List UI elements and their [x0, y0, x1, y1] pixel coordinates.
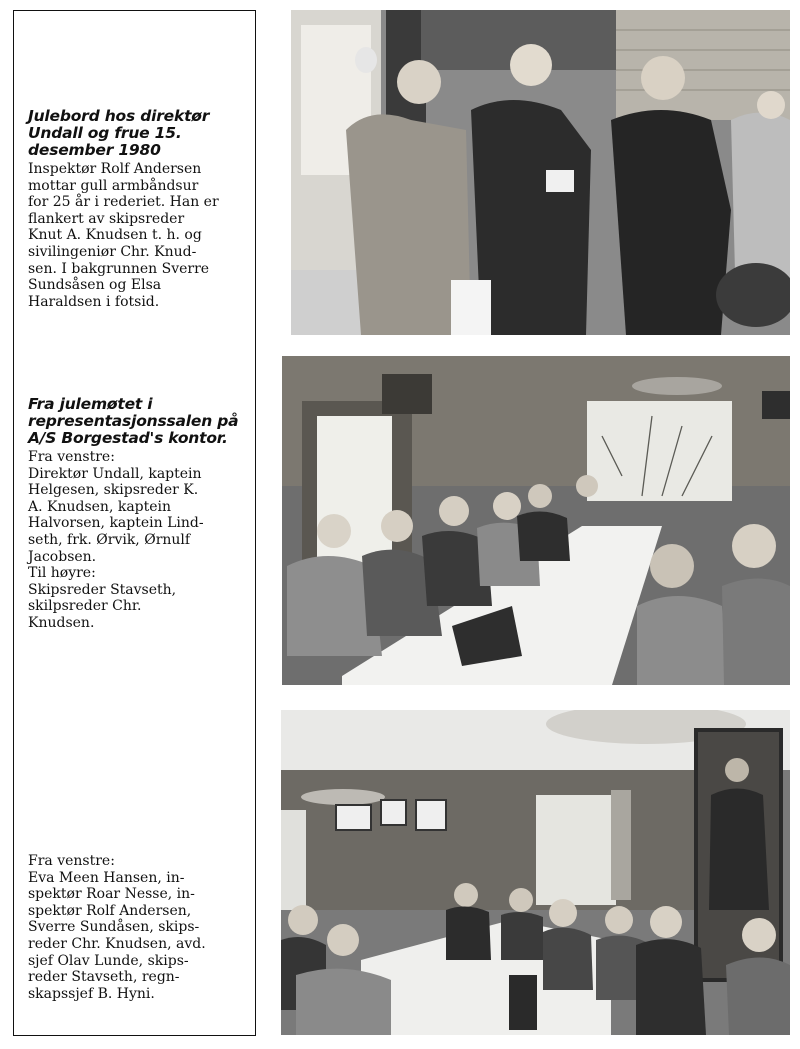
caption-line: skilpsreder Chr. — [28, 598, 142, 615]
caption-line: sivilingeniør Chr. Knud- — [28, 243, 197, 260]
caption-line: sen. I bakgrunnen Sverre — [28, 260, 210, 277]
photo-award-ceremony — [291, 10, 790, 335]
caption-heading-2: Fra julemøtet i representasjonssalen på A/S Borgestad's kontor. — [28, 395, 239, 447]
caption-line: Halvorsen, kaptein Lind- — [28, 515, 204, 532]
caption-line: Til høyre: — [28, 565, 96, 582]
caption-block-3 — [28, 853, 246, 1002]
caption-line: Skipsreder Stavseth, — [28, 581, 177, 598]
caption-line: Direktør Undall, kaptein — [28, 465, 202, 482]
caption-line: mottar gull armbåndsur — [28, 177, 199, 194]
caption-block-2 — [28, 396, 246, 632]
caption-line: Jacobsen. — [28, 548, 97, 565]
caption-line: spektør Rolf Andersen, — [28, 902, 192, 919]
caption-line: sjef Olav Lunde, skips- — [28, 952, 189, 969]
caption-text-1 — [28, 161, 246, 310]
caption-line: Fra venstre: — [28, 853, 115, 869]
caption-line: Helgesen, skipsreder K. — [28, 482, 199, 499]
caption-line: for 25 år i rederiet. Han er — [28, 194, 219, 211]
caption-line: Inspektør Rolf Andersen — [28, 161, 202, 177]
caption-line: Sverre Sundåsen, skips- — [28, 919, 200, 936]
caption-line: Knut A. Knudsen t. h. og — [28, 227, 202, 244]
caption-line: Fra venstre: — [28, 449, 115, 465]
caption-text-2 — [28, 449, 246, 632]
caption-line: spektør Roar Nesse, in- — [28, 886, 195, 903]
caption-line: flankert av skipsreder — [28, 210, 185, 227]
caption-line: skapssjef B. Hyni. — [28, 985, 155, 1002]
caption-heading-1: Julebord hos direktør Undall og frue 15. desember 1980 — [28, 107, 210, 159]
caption-line: Knudsen. — [28, 614, 95, 631]
caption-line: reder Stavseth, regn- — [28, 969, 180, 986]
caption-text-3 — [28, 853, 246, 1002]
photo-dining-room — [281, 710, 790, 1035]
caption-line: A. Knudsen, kaptein — [28, 498, 172, 515]
photo-christmas-meeting — [282, 356, 790, 685]
caption-line: Eva Meen Hansen, in- — [28, 869, 185, 886]
caption-line: Haraldsen i fotsid. — [28, 293, 160, 310]
caption-line: Sundsåsen og Elsa — [28, 277, 162, 294]
caption-block-1 — [28, 108, 246, 310]
caption-line: seth, frk. Ørvik, Ørnulf — [28, 531, 191, 548]
caption-line: reder Chr. Knudsen, avd. — [28, 935, 206, 952]
